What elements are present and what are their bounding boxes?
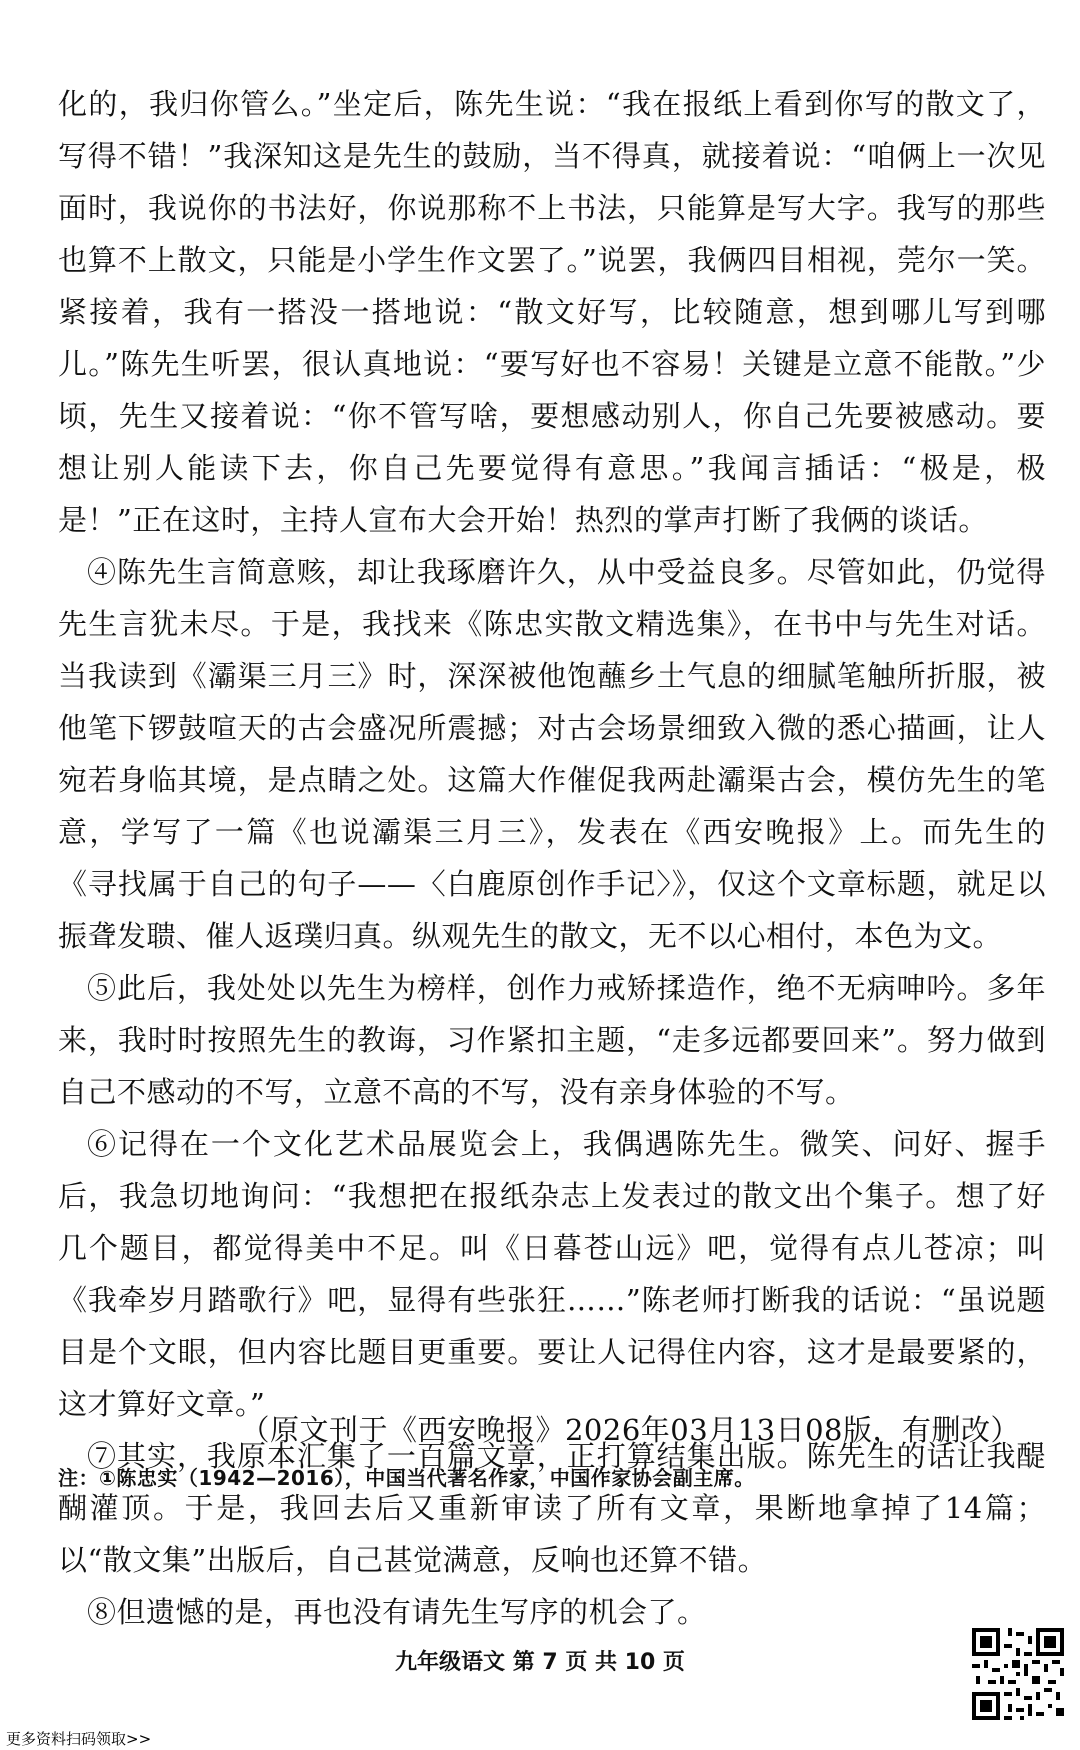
article-source: （原文刊于《西安晚报》2026年03月13日08版，有删改）: [240, 1413, 1020, 1447]
footnote: 注：①陈忠实（1942—2016），中国当代著名作家，中国作家协会副主席。: [58, 1466, 755, 1490]
paragraph-7: ⑦其实，我原本汇集了一百篇文章，正打算结集出版。陈先生的话让我醍醐灌顶。于是，我回去后又重新审读了所有文章，果断地拿掉了14篇；以“散文集”出版后，自己甚觉满意，反响也还算不错。: [58, 1439, 1046, 1577]
qr-code-icon[interactable]: [968, 1624, 1068, 1724]
more-resources-link[interactable]: 更多资料扫码领取>>: [6, 1730, 152, 1748]
qr-code-graphic: [968, 1624, 1068, 1724]
page-number: 九年级语文 第 7 页 共 10 页: [395, 1650, 685, 1675]
paragraph-4: ④陈先生言简意赅，却让我琢磨许久，从中受益良多。尽管如此，仍觉得先生言犹未尽。于是，我找来《陈忠实散文精选集》，在书中与先生对话。当我读到《灞渠三月三》时，深深被他饱蘸乡土气息的细腻笔触所折服，被他笔下锣鼓喧天的古会盛况所震撼；对古会场景细致入微的悉心描画，让人宛若身临其境，是点睛之处。这篇大作催促我两赴灞渠古会，模仿先生的笔意，学写了一篇《也说灞渠三月三》，发表在《西安晚报》上。而先生的《寻找属于自己的句子——〈白鹿原创作手记〉》，仅这个文章标题，就足以振聋发聩、催人返璞归真。纵观先生的散文，无不以心相付，本色为文。: [58, 555, 1046, 953]
paragraph-3-continued: 化的，我归你管么。”坐定后，陈先生说：“我在报纸上看到你写的散文了，写得不错！”我深知这是先生的鼓励，当不得真，就接着说：“咱俩上一次见面时，我说你的书法好，你说那称不上书法，只能算是写大字。我写的那些也算不上散文，只能是小学生作文罢了。”说罢，我俩四目相视，莞尔一笑。紧接着，我有一搭没一搭地说：“散文好写，比较随意，想到哪儿写到哪儿。”陈先生听罢，很认真地说：“要写好也不容易！关键是立意不能散。”少顷，先生又接着说：“你不管写啥，要想感动别人，你自己先要被感动。要想让别人能读下去，你自己先要觉得有意思。”我闻言插话：“极是，极是！”正在这时，主持人宣布大会开始！热烈的掌声打断了我俩的谈话。: [58, 87, 1046, 537]
paragraph-5: ⑤此后，我处处以先生为榜样，创作力戒矫揉造作，绝不无病呻吟。多年来，我时时按照先生的教诲，习作紧扣主题，“走多远都要回来”。努力做到自己不感动的不写，立意不高的不写，没有亲身体验的不写。: [58, 971, 1046, 1109]
paragraph-8: ⑧但遗憾的是，再也没有请先生写序的机会了。: [87, 1595, 707, 1629]
article-body: [58, 78, 1046, 1638]
paragraph-6: ⑥记得在一个文化艺术品展览会上，我偶遇陈先生。微笑、问好、握手后，我急切地询问：“我想把在报纸杂志上发表过的散文出个集子。想了好几个题目，都觉得美中不足。叫《日暮苍山远》吧，觉得有点儿苍凉；叫《我牵岁月踏歌行》吧，显得有些张狂……”陈老师打断我的话说：“虽说题目是个文眼，但内容比题目更重要。要让人记得住内容，这才是最要紧的，这才算好文章。”: [58, 1127, 1046, 1421]
